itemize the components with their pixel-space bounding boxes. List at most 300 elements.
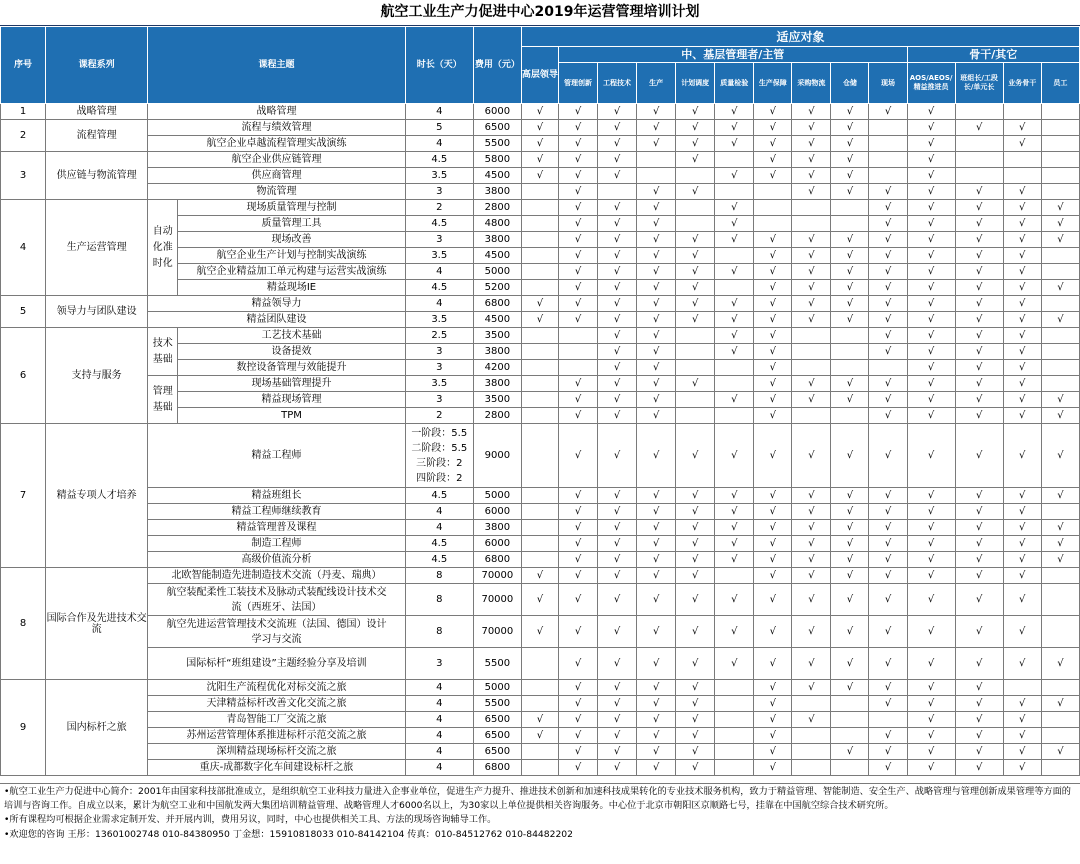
check-cell: √: [1003, 328, 1041, 344]
check-cell: √: [1003, 184, 1041, 200]
fee-cell: 6000: [473, 104, 521, 120]
duration-cell: 4: [405, 504, 473, 520]
check-cell: √: [869, 392, 907, 408]
check-cell: [831, 728, 869, 744]
table-row: [1, 712, 1080, 728]
check-cell: √: [598, 232, 637, 248]
check-cell: [869, 152, 907, 168]
check-cell: [955, 104, 1003, 120]
header-col: 生产保障: [754, 63, 792, 104]
check-cell: √: [754, 344, 792, 360]
topic-cell: 质量管理工具: [178, 216, 405, 232]
check-cell: √: [792, 264, 831, 280]
check-cell: √: [754, 520, 792, 536]
check-cell: [1041, 248, 1079, 264]
check-cell: √: [1041, 312, 1079, 328]
check-cell: √: [792, 168, 831, 184]
check-cell: √: [637, 296, 676, 312]
check-cell: √: [869, 552, 907, 568]
check-cell: √: [598, 104, 637, 120]
check-cell: √: [558, 712, 597, 728]
check-cell: √: [637, 760, 676, 776]
check-cell: √: [754, 680, 792, 696]
check-cell: [1003, 680, 1041, 696]
check-cell: √: [907, 424, 955, 488]
check-cell: √: [676, 584, 715, 616]
check-cell: [637, 168, 676, 184]
check-cell: √: [955, 232, 1003, 248]
table-row: [1, 584, 1080, 616]
check-cell: [521, 216, 558, 232]
check-cell: [676, 392, 715, 408]
check-cell: √: [598, 552, 637, 568]
check-cell: [676, 408, 715, 424]
check-cell: √: [955, 744, 1003, 760]
check-cell: [1041, 184, 1079, 200]
check-cell: √: [1003, 712, 1041, 728]
topic-line: 流（西班牙、法国）: [231, 601, 322, 613]
duration-cell: 3: [405, 392, 473, 408]
check-cell: [676, 328, 715, 344]
check-cell: [598, 184, 637, 200]
fee-cell: 3800: [473, 520, 521, 536]
check-cell: √: [792, 104, 831, 120]
check-cell: √: [1003, 504, 1041, 520]
check-cell: √: [955, 216, 1003, 232]
check-cell: √: [907, 536, 955, 552]
check-cell: √: [1041, 408, 1079, 424]
check-cell: √: [754, 120, 792, 136]
check-cell: √: [637, 744, 676, 760]
note-contact: •欢迎您的咨询 王彤：13601002748 010-84380950 丁金想：15910818033 010-84142104 传真：010-84512762 010-84482202: [4, 828, 573, 840]
check-cell: √: [754, 392, 792, 408]
check-cell: √: [869, 680, 907, 696]
check-cell: √: [598, 568, 637, 584]
check-cell: √: [754, 584, 792, 616]
duration-cell: 3: [405, 648, 473, 680]
check-cell: √: [955, 280, 1003, 296]
check-cell: √: [715, 520, 754, 536]
fee-cell: 3800: [473, 344, 521, 360]
check-cell: √: [521, 136, 558, 152]
check-cell: [1041, 328, 1079, 344]
check-cell: [831, 696, 869, 712]
check-cell: √: [754, 504, 792, 520]
check-cell: [676, 200, 715, 216]
fee-cell: 4500: [473, 248, 521, 264]
fee-cell: 6500: [473, 120, 521, 136]
header-col: 采购物流: [792, 63, 831, 104]
check-cell: √: [907, 568, 955, 584]
check-cell: √: [869, 504, 907, 520]
check-cell: √: [558, 408, 597, 424]
check-cell: √: [1003, 376, 1041, 392]
check-cell: √: [1041, 696, 1079, 712]
check-cell: √: [715, 392, 754, 408]
check-cell: √: [907, 280, 955, 296]
header-mid-group: 中、基层管理者/主管: [558, 47, 907, 63]
series-cell: 流程管理: [46, 120, 148, 152]
check-cell: √: [598, 296, 637, 312]
check-cell: √: [1003, 648, 1041, 680]
check-cell: [676, 344, 715, 360]
table-row: [1, 504, 1080, 520]
duration-cell: 4.5: [405, 488, 473, 504]
check-cell: [521, 696, 558, 712]
check-cell: √: [676, 488, 715, 504]
check-cell: √: [715, 312, 754, 328]
check-cell: √: [558, 216, 597, 232]
fee-cell: 5500: [473, 696, 521, 712]
check-cell: √: [715, 296, 754, 312]
check-cell: √: [907, 616, 955, 648]
check-cell: [792, 360, 831, 376]
table-row: [1, 424, 1080, 488]
check-cell: √: [754, 104, 792, 120]
topic-cell: 流程与绩效管理: [148, 120, 405, 136]
check-cell: √: [1003, 408, 1041, 424]
check-cell: √: [558, 312, 597, 328]
check-cell: √: [754, 616, 792, 648]
duration-cell: 3: [405, 360, 473, 376]
check-cell: √: [1003, 696, 1041, 712]
check-cell: √: [676, 680, 715, 696]
check-cell: √: [869, 296, 907, 312]
check-cell: √: [907, 184, 955, 200]
fee-cell: 3800: [473, 184, 521, 200]
topic-cell: 青岛智能工厂交流之旅: [148, 712, 405, 728]
fee-cell: 6500: [473, 744, 521, 760]
series-cell: 精益专项人才培养: [46, 424, 148, 568]
check-cell: √: [521, 568, 558, 584]
check-cell: √: [955, 248, 1003, 264]
seq-cell: 7: [1, 424, 46, 568]
check-cell: √: [637, 488, 676, 504]
check-cell: √: [676, 136, 715, 152]
check-cell: [1041, 344, 1079, 360]
check-cell: √: [754, 168, 792, 184]
check-cell: √: [907, 712, 955, 728]
duration-cell: 3.5: [405, 376, 473, 392]
check-cell: √: [955, 424, 1003, 488]
check-cell: √: [955, 568, 1003, 584]
check-cell: √: [831, 648, 869, 680]
fee-cell: 6800: [473, 760, 521, 776]
check-cell: √: [831, 520, 869, 536]
fee-cell: 4500: [473, 312, 521, 328]
header-col: 仓储: [831, 63, 869, 104]
check-cell: √: [598, 152, 637, 168]
topic-cell: 精益管理普及课程: [148, 520, 405, 536]
check-cell: √: [831, 392, 869, 408]
check-cell: √: [955, 584, 1003, 616]
check-cell: [792, 328, 831, 344]
table-row: [1, 152, 1080, 168]
check-cell: [521, 408, 558, 424]
check-cell: [558, 328, 597, 344]
check-cell: √: [558, 424, 597, 488]
duration-line: 一阶段：5.5: [411, 427, 468, 439]
check-cell: √: [558, 488, 597, 504]
check-cell: √: [598, 488, 637, 504]
check-cell: √: [1003, 360, 1041, 376]
sub-auto-label: 自动化准时化: [148, 200, 178, 296]
check-cell: [521, 248, 558, 264]
check-cell: √: [831, 536, 869, 552]
check-cell: √: [754, 232, 792, 248]
check-cell: √: [831, 312, 869, 328]
check-cell: [521, 344, 558, 360]
check-cell: √: [907, 296, 955, 312]
check-cell: √: [558, 264, 597, 280]
check-cell: √: [955, 360, 1003, 376]
check-cell: √: [831, 568, 869, 584]
topic-cell: 沈阳生产流程优化对标交流之旅: [148, 680, 405, 696]
duration-cell: 4.5: [405, 152, 473, 168]
check-cell: √: [637, 280, 676, 296]
check-cell: √: [715, 328, 754, 344]
duration-cell: 8: [405, 616, 473, 648]
check-cell: √: [869, 424, 907, 488]
check-cell: √: [676, 184, 715, 200]
check-cell: √: [955, 312, 1003, 328]
duration-cell: 4: [405, 296, 473, 312]
check-cell: [831, 200, 869, 216]
check-cell: √: [558, 584, 597, 616]
check-cell: √: [558, 616, 597, 648]
check-cell: √: [754, 136, 792, 152]
check-cell: [521, 520, 558, 536]
table-row: [1, 552, 1080, 568]
table-row: [1, 136, 1080, 152]
topic-cell: 战略管理: [148, 104, 405, 120]
topic-cell: TPM: [178, 408, 405, 424]
check-cell: √: [831, 120, 869, 136]
table-row: [1, 328, 1080, 344]
check-cell: √: [558, 152, 597, 168]
check-cell: √: [558, 680, 597, 696]
check-cell: [754, 216, 792, 232]
check-cell: [831, 216, 869, 232]
table-row: [1, 568, 1080, 584]
check-cell: √: [955, 392, 1003, 408]
note-custom: •所有课程均可根据企业需求定制开发、并开展内训，费用另议，同时，中心也提供相关工具、方法的现场咨询辅导工作。: [4, 814, 497, 826]
duration-cell: 4: [405, 760, 473, 776]
check-cell: √: [831, 136, 869, 152]
header-col: AOS/AEOS/精益推进员: [907, 63, 955, 104]
topic-cell: 制造工程师: [148, 536, 405, 552]
check-cell: √: [521, 728, 558, 744]
check-cell: [869, 360, 907, 376]
duration-cell: 4: [405, 696, 473, 712]
check-cell: √: [637, 504, 676, 520]
seq-cell: 2: [1, 120, 46, 152]
fee-cell: 2800: [473, 200, 521, 216]
check-cell: √: [637, 728, 676, 744]
check-cell: √: [598, 408, 637, 424]
topic-cell: 航空企业生产计划与控制实战演练: [178, 248, 405, 264]
check-cell: √: [676, 248, 715, 264]
check-cell: [521, 744, 558, 760]
topic-cell: 现场改善: [178, 232, 405, 248]
check-cell: √: [637, 104, 676, 120]
topic-cell: 精益团队建设: [148, 312, 405, 328]
check-cell: √: [676, 424, 715, 488]
topic-line: 航空装配柔性工装技术及脉动式装配线设计技术交: [166, 586, 387, 598]
check-cell: √: [676, 696, 715, 712]
duration-cell: 4: [405, 520, 473, 536]
header-topic: 课程主题: [148, 27, 405, 104]
table-row: [1, 296, 1080, 312]
header-col: 计划调度: [676, 63, 715, 104]
check-cell: √: [715, 232, 754, 248]
check-cell: √: [598, 248, 637, 264]
seq-cell: 4: [1, 200, 46, 296]
check-cell: [521, 200, 558, 216]
topic-cell: 航空企业精益加工单元构建与运营实战演练: [178, 264, 405, 280]
table-row: [1, 680, 1080, 696]
check-cell: √: [831, 504, 869, 520]
check-cell: [521, 760, 558, 776]
check-cell: √: [831, 264, 869, 280]
check-cell: √: [558, 696, 597, 712]
check-cell: [676, 168, 715, 184]
check-cell: [1003, 104, 1041, 120]
series-cell: 领导力与团队建设: [46, 296, 148, 328]
check-cell: √: [637, 648, 676, 680]
check-cell: √: [831, 488, 869, 504]
duration-cell: 4: [405, 136, 473, 152]
check-cell: √: [598, 136, 637, 152]
check-cell: √: [831, 280, 869, 296]
check-cell: √: [869, 104, 907, 120]
check-cell: √: [754, 360, 792, 376]
check-cell: [521, 184, 558, 200]
header-col: 管理创新: [558, 63, 597, 104]
check-cell: √: [907, 680, 955, 696]
check-cell: √: [869, 264, 907, 280]
check-cell: √: [521, 168, 558, 184]
notes-section: [0, 783, 1080, 864]
check-cell: √: [637, 344, 676, 360]
check-cell: [1003, 152, 1041, 168]
check-cell: √: [637, 328, 676, 344]
check-cell: √: [869, 616, 907, 648]
check-cell: √: [1003, 216, 1041, 232]
check-cell: √: [637, 392, 676, 408]
check-cell: √: [676, 536, 715, 552]
check-cell: [715, 360, 754, 376]
check-cell: √: [676, 520, 715, 536]
check-cell: √: [521, 712, 558, 728]
check-cell: √: [955, 536, 1003, 552]
check-cell: [521, 552, 558, 568]
check-cell: [792, 744, 831, 760]
check-cell: √: [676, 280, 715, 296]
check-cell: √: [955, 408, 1003, 424]
check-cell: [955, 152, 1003, 168]
check-cell: √: [869, 280, 907, 296]
check-cell: √: [1003, 568, 1041, 584]
check-cell: √: [637, 696, 676, 712]
check-cell: √: [521, 616, 558, 648]
check-cell: [521, 392, 558, 408]
check-cell: √: [598, 312, 637, 328]
check-cell: √: [1003, 264, 1041, 280]
fee-cell: 5500: [473, 648, 521, 680]
check-cell: √: [715, 504, 754, 520]
table-row: [1, 488, 1080, 504]
check-cell: √: [955, 712, 1003, 728]
check-cell: √: [955, 120, 1003, 136]
check-cell: [1041, 712, 1079, 728]
check-cell: √: [907, 152, 955, 168]
check-cell: √: [831, 552, 869, 568]
check-cell: [792, 728, 831, 744]
check-cell: [715, 728, 754, 744]
sub-mgmt-label: 管理基础: [148, 376, 178, 424]
check-cell: √: [792, 424, 831, 488]
check-cell: √: [907, 488, 955, 504]
check-cell: √: [1003, 424, 1041, 488]
check-cell: √: [869, 744, 907, 760]
check-cell: √: [1003, 536, 1041, 552]
check-cell: √: [955, 344, 1003, 360]
topic-cell: 苏州运营管理体系推进标杆示范交流之旅: [148, 728, 405, 744]
check-cell: √: [598, 120, 637, 136]
seq-cell: 1: [1, 104, 46, 120]
check-cell: √: [715, 136, 754, 152]
page-title: 航空工业生产力促进中心2019年运营管理培训计划: [0, 0, 1080, 26]
check-cell: [831, 328, 869, 344]
fee-cell: 4800: [473, 216, 521, 232]
check-cell: √: [754, 648, 792, 680]
topic-cell: 精益班组长: [148, 488, 405, 504]
check-cell: [715, 760, 754, 776]
check-cell: √: [558, 248, 597, 264]
check-cell: √: [637, 584, 676, 616]
check-cell: √: [598, 216, 637, 232]
check-cell: √: [715, 200, 754, 216]
check-cell: [558, 360, 597, 376]
check-cell: √: [907, 104, 955, 120]
check-cell: [1041, 168, 1079, 184]
check-cell: √: [754, 728, 792, 744]
check-cell: √: [907, 376, 955, 392]
check-cell: √: [907, 408, 955, 424]
check-cell: [792, 344, 831, 360]
fee-cell: 3500: [473, 392, 521, 408]
check-cell: [955, 136, 1003, 152]
check-cell: √: [907, 232, 955, 248]
topic-cell: 国际标杆“班组建设”主题经验分享及培训: [148, 648, 405, 680]
check-cell: √: [831, 584, 869, 616]
check-cell: √: [598, 520, 637, 536]
check-cell: √: [955, 488, 1003, 504]
check-cell: √: [754, 376, 792, 392]
duration-cell: 3: [405, 344, 473, 360]
check-cell: √: [907, 520, 955, 536]
duration-cell: 8: [405, 584, 473, 616]
duration-cell: 3.5: [405, 312, 473, 328]
duration-cell: 5: [405, 120, 473, 136]
fee-cell: 5000: [473, 680, 521, 696]
check-cell: √: [598, 360, 637, 376]
check-cell: [792, 696, 831, 712]
check-cell: √: [831, 152, 869, 168]
table-row: [1, 616, 1080, 648]
fee-cell: 5000: [473, 488, 521, 504]
